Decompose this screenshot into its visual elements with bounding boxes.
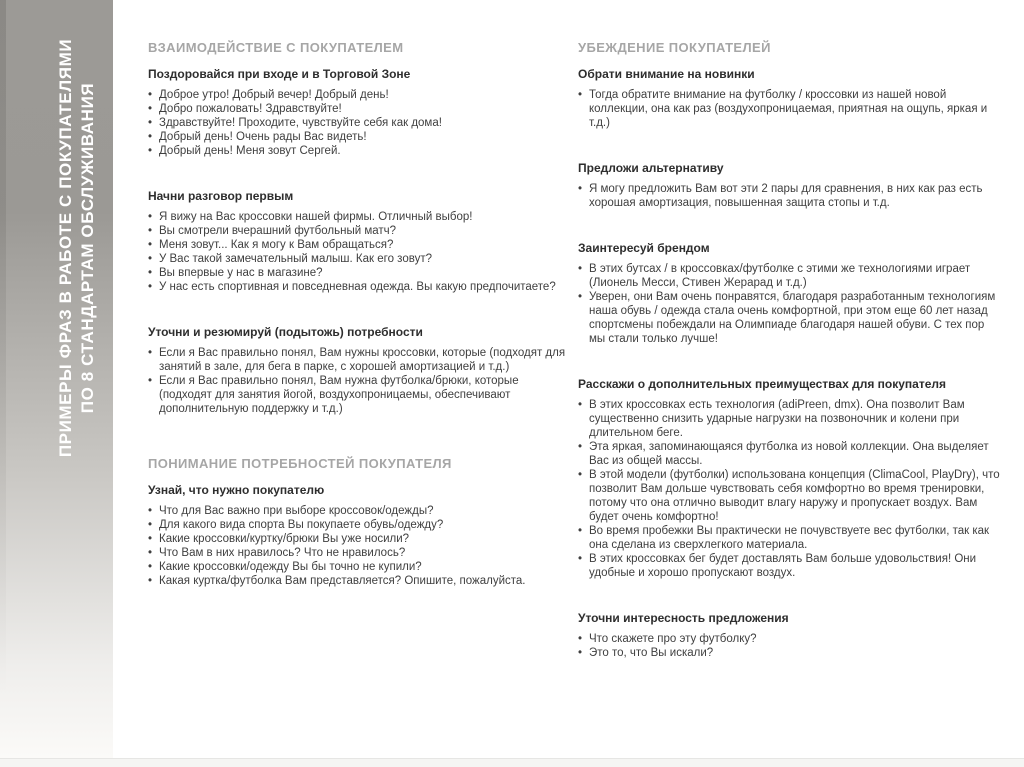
left-column [148, 40, 572, 588]
subhead: Предложи альтернативу [578, 161, 724, 175]
bullet-item: • Эта яркая, запоминающаяся футболка из новой коллекции. Она выделяет Вас из общей массы. [578, 440, 1002, 468]
right-column [578, 40, 1002, 660]
bullet-item: • Вы впервые у нас в магазине? [148, 266, 572, 280]
subhead: Уточни интересность предложения [578, 611, 789, 625]
subhead: Начни разговор первым [148, 189, 294, 203]
section-header: УБЕЖДЕНИЕ ПОКУПАТЕЛЕЙ [578, 40, 771, 55]
group-additional-benefits [578, 377, 1002, 580]
bullet-item: • Какие кроссовки/куртку/брюки Вы уже носили? [148, 532, 572, 546]
bullet-item: • Что для Вас важно при выборе кроссовок/одежды? [148, 504, 572, 518]
bullet-item: • Я могу предложить Вам вот эти 2 пары для сравнения, в них как раз есть хорошая амортизация, повышенная защита стопы и т.д. [578, 182, 1002, 210]
bullet-item: • Для какого вида спорта Вы покупаете обувь/одежду? [148, 518, 572, 532]
subhead: Расскажи о дополнительных преимуществах для покупателя [578, 377, 947, 391]
bullet-item: • У нас есть спортивная и повседневная одежда. Вы какую предпочитаете? [148, 280, 572, 294]
section-header: ВЗАИМОДЕЙСТВИЕ С ПОКУПАТЕЛЕМ [148, 40, 404, 55]
sidebar [0, 0, 113, 758]
section-understanding-needs [148, 456, 572, 588]
bullet-item: • В этих кроссовках бег будет доставлять Вам больше удовольствия! Они удобные и хорошо пропускают воздух. [578, 552, 1002, 580]
sidebar-title-line2: ПО 8 СТАНДАРТАМ ОБСЛУЖИВАНИЯ [78, 82, 97, 414]
subhead: Узнай, что нужно покупателю [148, 483, 325, 497]
group-new-arrivals [578, 67, 1002, 130]
subhead: Поздоровайся при входе и в Торговой Зоне [148, 67, 411, 81]
bullet-item: • Какая куртка/футболка Вам представляется? Опишите, пожалуйста. [148, 574, 572, 588]
bullet-item: • Тогда обратите внимание на футболку / кроссовки из нашей новой коллекции, она как раз (воздухопроницаемая, приятная на ощупь, яркая и т.д.) [578, 88, 1002, 130]
bullet-list [578, 398, 1002, 580]
bottom-strip [0, 758, 1024, 767]
subhead: Уточни и резюмируй (подытожь) потребности [148, 325, 423, 339]
group-check-interest [578, 611, 1002, 660]
group-find-out-needs [148, 483, 572, 588]
bullet-list [578, 262, 1002, 346]
group-brand-interest [578, 241, 1002, 346]
bullet-list [148, 88, 572, 158]
bullet-list [578, 182, 1002, 210]
bullet-item: • Уверен, они Вам очень понравятся, благодаря разработанным технологиям наша обувь / одежда стала очень комфортной, при этом еще 60 лет назад спортсмены побеждали на Олимпиаде благодаря нашей обуви. С тех пор мы стали только лучше! [578, 290, 1002, 346]
bullet-list [148, 504, 572, 588]
bullet-item: • У Вас такой замечательный малыш. Как его зовут? [148, 252, 572, 266]
bullet-item: • Добрый день! Очень рады Вас видеть! [148, 130, 572, 144]
bullet-item: • В этих кроссовках есть технология (adiPreen, dmx). Она позволит Вам существенно снизить ударные нагрузки на позвоночник и колени при длительном беге. [578, 398, 1002, 440]
bullet-item: • В этих бутсах / в кроссовках/футболке с этими же технологиями играет (Лионель Месси, Стивен Жерарад и т.д.) [578, 262, 1002, 290]
bullet-item: • Это то, что Вы искали? [578, 646, 1002, 660]
bullet-list [578, 88, 1002, 130]
bullet-list [148, 346, 572, 416]
bullet-item: • Добрый день! Меня зовут Сергей. [148, 144, 572, 158]
bullet-list [578, 632, 1002, 660]
bullet-item: • В этой модели (футболки) использована концепция (ClimaCool, PlayDry), что позволит Вам дольше чувствовать себя комфортно во время тренировки, потому что она отлично выводит влагу наружу и пропускает воздух. Вам будет очень комфортно! [578, 468, 1002, 524]
bullet-item: • Вы смотрели вчерашний футбольный матч? [148, 224, 572, 238]
bullet-item: • Если я Вас правильно понял, Вам нужна футболка/брюки, которые (подходят для занятия йогой, воздухопроницаемы, обеспечивают дополнительную поддержку и т.д.) [148, 374, 572, 416]
bullet-item: • Какие кроссовки/одежду Вы бы точно не купили? [148, 560, 572, 574]
subhead: Обрати внимание на новинки [578, 67, 755, 81]
bullet-item: • Что Вам в них нравилось? Что не нравилось? [148, 546, 572, 560]
subhead: Заинтересуй брендом [578, 241, 710, 255]
group-start-conversation [148, 189, 572, 294]
section-interaction [148, 40, 572, 416]
bullet-item: • Что скажете про эту футболку? [578, 632, 1002, 646]
sidebar-title-line1: ПРИМЕРЫ ФРАЗ В РАБОТЕ С ПОКУПАТЕЛЯМИ [56, 38, 75, 458]
bullet-item: • Меня зовут... Как я могу к Вам обращаться? [148, 238, 572, 252]
sidebar-title [55, 39, 99, 457]
group-clarify-needs [148, 325, 572, 416]
bullet-item: • Добро пожаловать! Здравствуйте! [148, 102, 572, 116]
bullet-item: • Если я Вас правильно понял, Вам нужны кроссовки, которые (подходят для занятий в зале, для бега в парке, с хорошей амортизацией и т.д.) [148, 346, 572, 374]
bullet-item: • Доброе утро! Добрый вечер! Добрый день! [148, 88, 572, 102]
section-header: ПОНИМАНИЕ ПОТРЕБНОСТЕЙ ПОКУПАТЕЛЯ [148, 456, 452, 471]
section-persuasion [578, 40, 1002, 660]
group-greeting [148, 67, 572, 158]
group-offer-alternative [578, 161, 1002, 210]
bullet-item: • Я вижу на Вас кроссовки нашей фирмы. Отличный выбор! [148, 210, 572, 224]
bullet-list [148, 210, 572, 294]
bullet-item: • Во время пробежки Вы практически не почувствуете вес футболки, так как она сделана из сверхлегкого материала. [578, 524, 1002, 552]
bullet-item: • Здравствуйте! Проходите, чувствуйте себя как дома! [148, 116, 572, 130]
